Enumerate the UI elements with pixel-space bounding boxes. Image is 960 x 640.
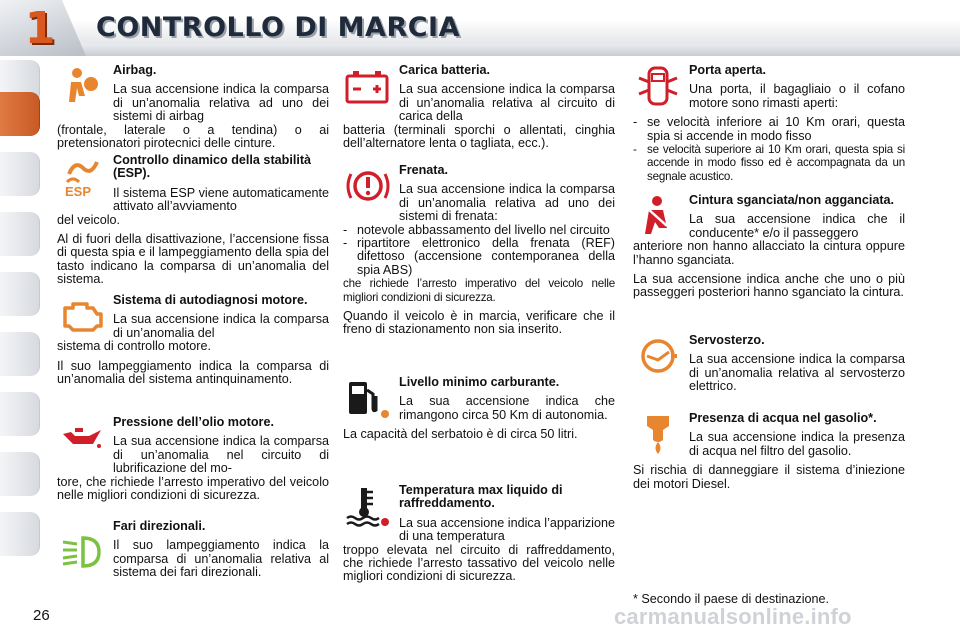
section-text: La capacità del serbatoio è di circa 50 litri.	[343, 427, 578, 442]
battery-icon	[343, 64, 393, 108]
section-fari	[57, 520, 329, 580]
section-text: batteria (terminali sporchi o allentati, cinghia dell’alternatore lenta o tagliata, ecc.).	[343, 122, 615, 151]
section-lead: La sua accensione indica la presenza di acqua nel filtro del gasolio.	[689, 430, 905, 458]
section-carburante	[343, 376, 615, 442]
section-title: Temperatura max liquido di raffreddamento.	[399, 483, 563, 511]
section-lead: La sua accensione indica che rimangono circa 50 Km di autonomia.	[399, 394, 615, 422]
section-text: del veicolo.	[57, 212, 121, 227]
section-servosterzo	[633, 334, 905, 394]
watermark: carmanualsonline.info	[614, 604, 852, 629]
section-text: anteriore non hanno allacciato la cintura oppure l’hanno sganciata.	[633, 239, 905, 267]
side-tab[interactable]	[0, 512, 40, 556]
section-airbag	[57, 64, 329, 150]
brake-conditions-list	[343, 224, 615, 278]
side-tab[interactable]	[0, 212, 40, 256]
section-title: Cintura sganciata/non agganciata.	[689, 193, 895, 207]
section-title: Servosterzo.	[689, 333, 765, 347]
esp-icon	[57, 154, 107, 198]
fuel-pump-icon	[343, 376, 393, 420]
section-text-2: Il suo lampeggiamento indica la comparsa di un’anomalia del sistema antinquinamento.	[57, 358, 329, 387]
side-tab-strip	[0, 60, 44, 580]
section-esp	[57, 154, 329, 287]
brake-warning-icon	[343, 164, 393, 208]
oil-pressure-icon	[57, 416, 107, 460]
section-text-2: La sua accensione indica anche che uno o più passeggeri posteriori hanno sganciato la cintura.	[633, 272, 905, 300]
section-title: Sistema di autodiagnosi motore.	[113, 293, 308, 307]
side-tab-active[interactable]	[0, 92, 40, 136]
seatbelt-icon	[633, 194, 683, 238]
section-cintura	[633, 194, 905, 300]
section-acqua	[633, 412, 905, 491]
section-text: sistema di controllo motore.	[57, 339, 211, 354]
section-lead: La sua accensione indica la comparsa di un’anomalia del	[113, 312, 329, 340]
list-item: - se velocità inferiore ai 10 Km orari, questa spia si accende in modo fisso	[633, 115, 905, 143]
section-text: (frontale, laterale o a tendina) o ai pretensionatori pirotecnici delle cinture.	[57, 122, 329, 151]
section-lead: La sua accensione indica l’apparizione di una temperatura	[399, 515, 615, 544]
section-title: Carica batteria.	[399, 63, 490, 77]
section-lead: La sua accensione indica la comparsa di un’anomalia relativa al circuito di carica della	[399, 82, 615, 124]
section-text: che richiede l’arresto imperativo del veicolo nelle migliori condizioni di sicurezza.	[343, 277, 615, 304]
section-title: Frenata.	[399, 163, 448, 177]
section-text-2: Al di fuori della disattivazione, l’accensione fissa di questa spia e il lampeggiamento della spia del tasto indicano la comparsa di un’anomalia del sistema.	[57, 232, 329, 287]
side-tab[interactable]	[0, 452, 40, 496]
section-title: Pressione dell’olio motore.	[113, 415, 274, 429]
section-frenata	[343, 164, 615, 337]
chapter-number: 1	[24, 3, 56, 54]
section-lead: La sua accensione indica la comparsa di un’anomalia nel circuito di lubrificazione del mo-	[113, 434, 329, 476]
section-text-2: Quando il veicolo è in marcia, verificare che il freno di stazionamento non sia inserito.	[343, 309, 615, 337]
section-olio	[57, 416, 329, 502]
section-title: Controllo dinamico della stabilità (ESP).	[113, 153, 312, 181]
airbag-icon	[57, 64, 107, 108]
footnote: * Secondo il paese di destinazione.	[633, 592, 830, 606]
section-text: tore, che richiede l’arresto imperativo del veicolo nelle migliori condizioni di sicurezza.	[57, 474, 329, 503]
section-title: Fari direzionali.	[113, 519, 206, 533]
side-tab[interactable]	[0, 392, 40, 436]
section-title: Livello minimo carburante.	[399, 375, 560, 389]
side-tab[interactable]	[0, 152, 40, 196]
list-item: - ripartitore elettronico della frenata (REF) difettoso (accensione contemporanea della spia ABS)	[343, 236, 615, 277]
section-title: Airbag.	[113, 63, 157, 77]
headlight-icon	[57, 530, 107, 574]
section-text: troppo elevata nel circuito di raffreddamento, che richiede l’arresto tassativo del veicolo nelle migliori condizioni di sicurezza.	[343, 542, 615, 584]
page-title: CONTROLLO DI MARCIA	[96, 12, 460, 43]
door-conditions-list	[633, 116, 905, 183]
list-item: - se velocità superiore ai 10 Km orari, questa spia si accende in modo fisso ed è accompagnata da un segnale acustico.	[633, 143, 905, 183]
section-lead: Il suo lampeggiamento indica la comparsa di un’anomalia relativa al sistema dei fari direzionali.	[113, 538, 329, 580]
side-tab[interactable]	[0, 332, 40, 376]
section-temperatura	[343, 484, 615, 584]
section-text: Si rischia di danneggiare il sistema d’iniezione dei motori Diesel.	[633, 463, 905, 491]
list-item: - notevole abbassamento del livello nel circuito	[343, 222, 610, 237]
side-tab[interactable]	[0, 272, 40, 316]
coolant-temperature-icon	[343, 484, 393, 528]
section-porta	[633, 64, 905, 183]
water-in-diesel-icon	[633, 412, 683, 456]
page-number: 26	[33, 607, 50, 624]
section-lead: La sua accensione indica la comparsa di un’anomalia relativa al servosterzo elettrico.	[689, 352, 905, 394]
power-steering-icon	[633, 334, 683, 378]
section-title: Presenza di acqua nel gasolio*.	[689, 411, 877, 425]
section-batteria	[343, 64, 615, 150]
section-lead: Il sistema ESP viene automaticamente attivato all’avviamento	[113, 185, 329, 214]
section-lead: Una porta, il bagagliaio o il cofano motore sono rimasti aperti:	[689, 82, 905, 110]
svg-text:ESP: ESP	[65, 184, 92, 198]
engine-check-icon	[57, 294, 107, 338]
section-title: Porta aperta.	[689, 63, 766, 77]
door-open-icon	[633, 64, 683, 108]
section-autodiagnosi	[57, 294, 329, 386]
section-lead: La sua accensione indica la comparsa di un’anomalia relativa ad uno dei sistemi di frenata:	[399, 182, 615, 224]
section-lead: La sua accensione indica che il conducente* e/o il passeggero	[689, 212, 905, 240]
section-lead: La sua accensione indica la comparsa di un’anomalia relativa ad uno dei sistemi di airbag	[113, 82, 329, 124]
